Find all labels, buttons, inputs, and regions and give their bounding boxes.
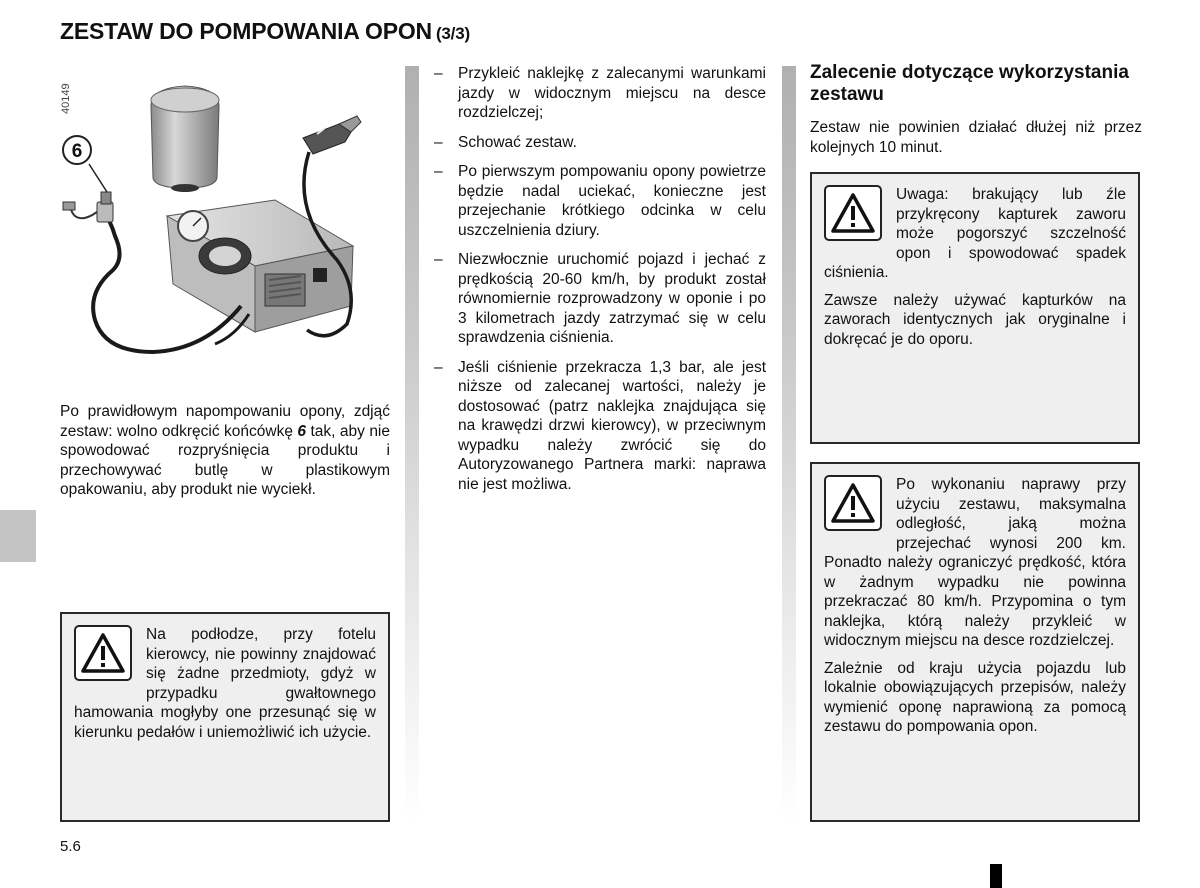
removal-text-end: tak, aby nie spowodować rozpryśnięcia produktu i przechowywać butlę w plastikowym opakowaniu, aby produkt nie wyciekł.	[60, 422, 390, 498]
list-dash: –	[434, 251, 443, 268]
figure-code: 40149	[60, 83, 72, 114]
page-title	[60, 18, 470, 45]
list-item	[434, 162, 766, 240]
warning-box-repair-limits	[810, 462, 1140, 822]
power-plug	[303, 116, 361, 154]
list-item-text: Przykleić naklejkę z zalecanymi warunkami jazdy w widocznym miejscu na desce rozdzielczej;	[458, 65, 766, 121]
warning-triangle-icon	[824, 185, 882, 241]
list-dash: –	[434, 163, 443, 180]
title-text: ZESTAW DO POMPOWANIA OPON	[60, 18, 432, 44]
usage-intro: Zestaw nie powinien działać dłużej niż przez kolejnych 10 minut.	[810, 119, 1142, 156]
warning-box-valve-cap	[810, 172, 1140, 444]
list-item-text: Jeśli ciśnienie przekracza 1,3 bar, ale jest niższe od zalecanej wartości, należy je dostosować (patrz naklejka znajdująca się na krawędzi drzwi kierowcy), w przeciwnym wypadku należy zwrócić się do Autoryzowanego Partnera marki: naprawa nie jest możliwa.	[458, 358, 766, 493]
compressor	[167, 200, 353, 332]
footer-marker	[990, 864, 1002, 888]
section-heading: Zalecenie dotyczące wykorzystania zestawu	[810, 62, 1129, 105]
title-part: (3/3)	[435, 24, 470, 43]
warning-triangle-icon	[74, 625, 132, 681]
warning-box-floor	[60, 612, 390, 822]
warning-floor-text: Na podłodze, przy fotelu kierowcy, nie powinny znajdować się żadne przedmioty, gdyż w przypadku gwałtownego hamowania mogłyby one przesunąć się w kierunku pedałów i uniemożliwić ich użycie.	[74, 626, 376, 741]
page-number: 5.6	[60, 838, 81, 855]
steps-column	[434, 64, 766, 504]
warning-repair-text-2: Zależnie od kraju użycia pojazdu lub lokalnie obowiązujących przepisów, należy wymienić oponę naprawioną za pomocą zestawu do pompowania opon.	[824, 659, 1126, 735]
tyre-inflation-kit-illustration	[55, 60, 395, 370]
chapter-tab	[0, 510, 36, 562]
list-item	[434, 133, 766, 153]
list-item-text: Schować zestaw.	[458, 133, 577, 151]
list-item	[434, 358, 766, 495]
removal-instructions	[60, 402, 390, 500]
list-dash: –	[434, 358, 443, 376]
warning-repair-text-1: Po wykonaniu naprawy przy użyciu zestawu, maksymalna odległość, jaką można przejechać wynosi 200 km. Ponadto należy ograniczyć prędkość, która w żadnym wypadku nie powinna przekraczać 80 km/h. Przypomina o tym naklejka, którą należy przykleić w widocznym miejscu na desce rozdzielczej.	[824, 476, 1126, 649]
callout-line	[89, 164, 107, 192]
removal-text-ref: 6	[297, 422, 307, 440]
warning-valve-text-1: Uwaga: brakujący lub źle przykręcony kapturek zaworu może pogorszyć szczelność opon i spowodować spadek ciśnienia.	[824, 186, 1126, 281]
list-item	[434, 250, 766, 348]
callout-number: 6	[71, 141, 83, 162]
warning-valve-text-2: Zawsze należy używać kapturków na zaworach identycznych jak oryginalne i dokręcać je do oporu.	[824, 291, 1126, 348]
list-dash: –	[434, 133, 443, 151]
steps-list	[434, 64, 766, 494]
removal-text-start: Po prawidłowym napompowaniu opony, zdjąć zestaw: wolno odkręcić końcówkę	[60, 403, 390, 440]
column-divider-2	[782, 66, 796, 822]
list-item-text: Po pierwszym pompowaniu opony powietrze będzie nadal uciekać, konieczne jest przejechanie krótkiego odcinka w celu uszczelnienia dziury.	[458, 163, 766, 239]
column-divider-1	[405, 66, 419, 822]
list-dash: –	[434, 65, 443, 82]
valve-connector	[63, 192, 113, 222]
list-item	[434, 64, 766, 123]
list-item-text: Niezwłocznie uruchomić pojazd i jechać z prędkością 20-60 km/h, by produkt został równomiernie rozprowadzony w oponie i po 3 kilometrach jazdy zatrzymać się w celu sprawdzenia ciśnienia.	[458, 251, 766, 346]
sealant-bottle	[151, 86, 219, 192]
warning-triangle-icon	[824, 475, 882, 531]
